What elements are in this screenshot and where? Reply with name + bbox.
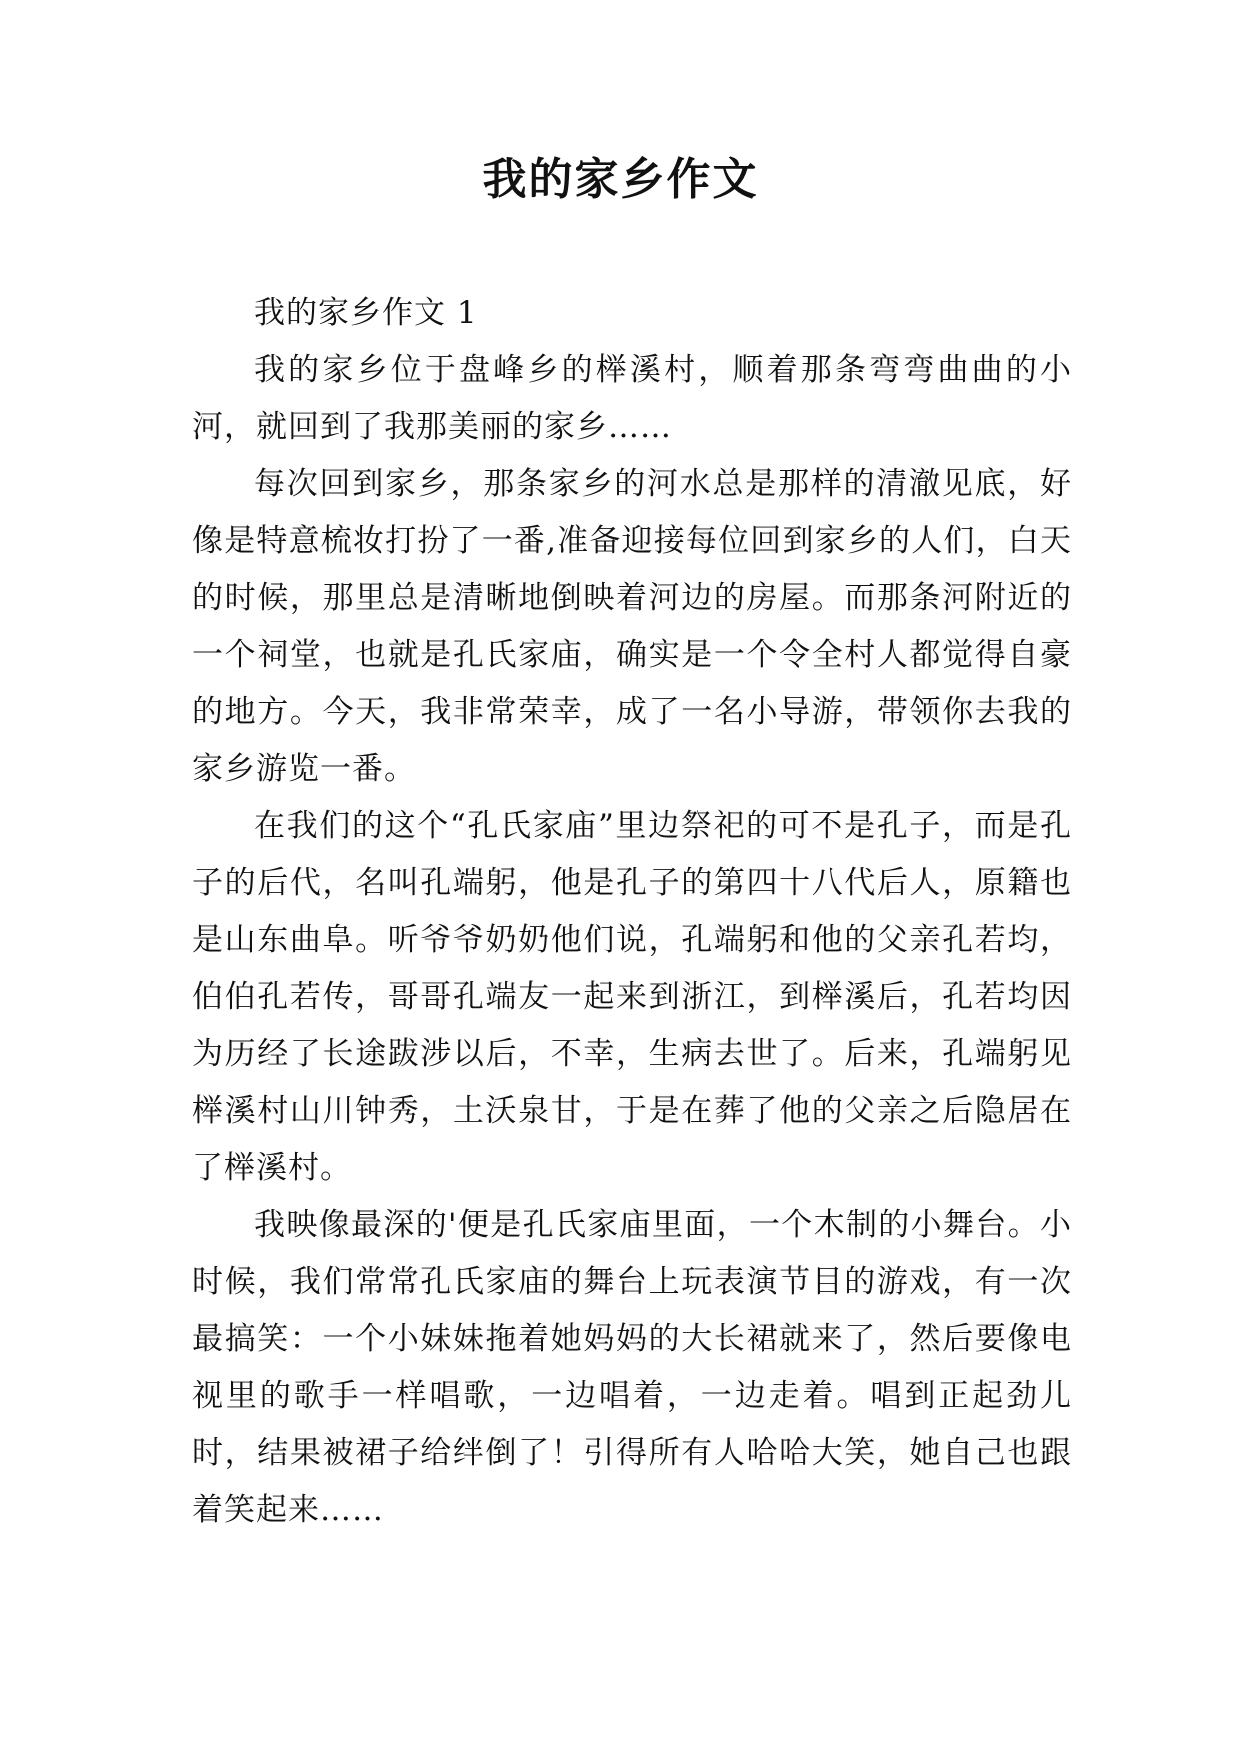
paragraph-temple-history: 在我们的这个“孔氏家庙”里边祭祀的可不是孔子，而是孔子的后代，名叫孔端躬，他是孔子的第四十八代后人，原籍也是山东曲阜。听爷爷奶奶他们说，孔端躬和他的父亲孔若均，伯伯孔若传，哥哥孔端友一起来到浙江，到榉溪后，孔若均因为历经了长途跋涉以后，不幸，生病去世了。后来，孔端躬见榉溪村山川钟秀，土沃泉甘，于是在葬了他的父亲之后隐居在了榉溪村。 (192, 808, 1072, 1186)
document-body (192, 285, 1072, 1539)
paragraph-stage-memory: 我映像最深的'便是孔氏家庙里面，一个木制的小舞台。小时候，我们常常孔氏家庙的舞台上玩表演节目的游戏，有一次最搞笑：一个小妹妹拖着她妈妈的大长裙就来了，然后要像电视里的歌手一样唱歌，一边唱着，一边走着。唱到正起劲儿时，结果被裙子给绊倒了！引得所有人哈哈大笑，她自己也跟着笑起来…… (192, 1207, 1072, 1528)
section-heading: 我的家乡作文 1 (254, 295, 478, 331)
paragraph-river: 每次回到家乡，那条家乡的河水总是那样的清澈见底，好像是特意梳妆打扮了一番,准备迎接每位回到家乡的人们，白天的时候，那里总是清晰地倒映着河边的房屋。而那条河附近的一个祠堂，也就是孔氏家庙，确实是一个令全村人都觉得自豪的地方。今天，我非常荣幸，成了一名小导游，带领你去我的家乡游览一番。 (192, 466, 1072, 787)
paragraph-intro: 我的家乡位于盘峰乡的榉溪村，顺着那条弯弯曲曲的小河，就回到了我那美丽的家乡…… (192, 352, 1072, 445)
document-title: 我的家乡作文 (482, 154, 759, 205)
